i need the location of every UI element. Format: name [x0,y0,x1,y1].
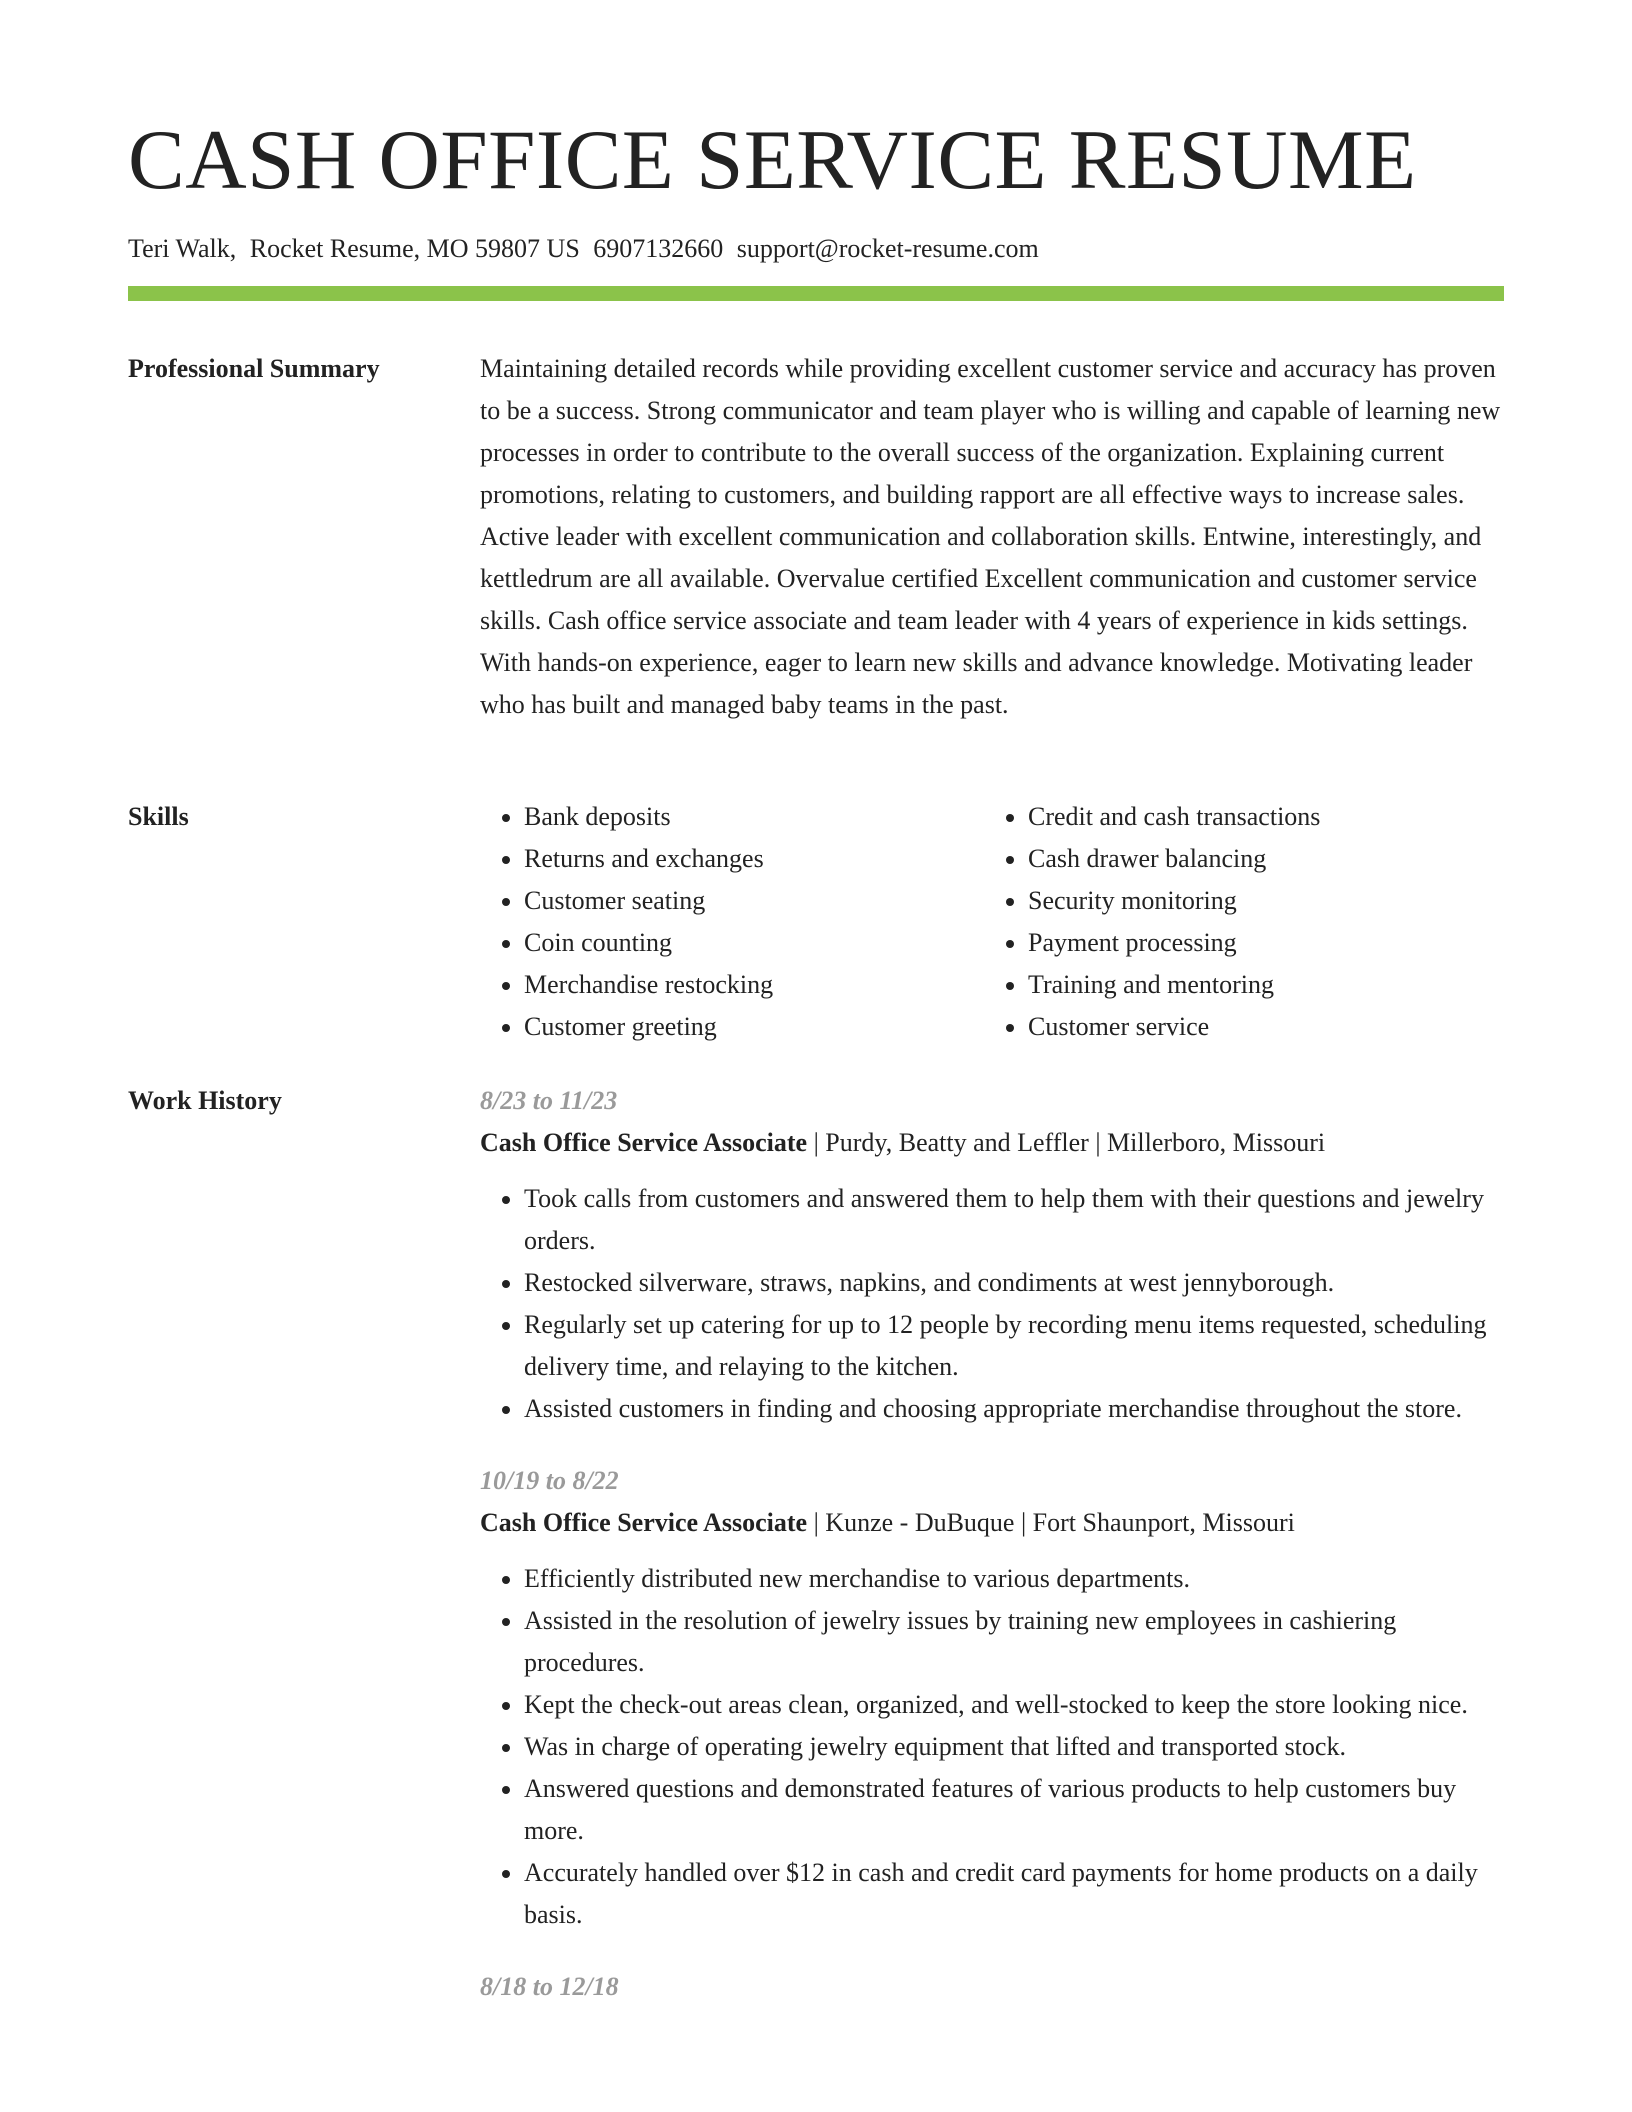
contact-name: Teri Walk, [128,234,237,263]
job-bullet: • Kept the check-out areas clean, organized, and well-stocked to keep the store looking nice. [524,1684,1504,1726]
job-heading [480,1122,1504,1164]
job-employer-location: | Purdy, Beatty and Leffler | Millerboro, Missouri [807,1128,1326,1157]
job-bullet: • Took calls from customers and answered them to help them with their questions and jewelry orders. [524,1178,1504,1262]
header-divider [128,286,1504,301]
skills-list-left [480,796,984,1048]
job-employer-location: | Kunze - DuBuque | Fort Shaunport, Missouri [807,1508,1295,1537]
skills-list-right [984,796,1488,1048]
summary-text: Maintaining detailed records while providing excellent customer service and accuracy has proven to be a success. Strong communicator and team player who is willing and capable of learning new processes in order to contribute to the overall success of the organization. Explaining current promotions, relating to customers, and building rapport are all effective ways to increase sales. Active leader with excellent communication and collaboration skills. Entwine, interestingly, and kettledrum are all available. Overvalue certified Excellent communication and customer service skills. Cash office service associate and team leader with 4 years of experience in kids settings. With hands-on experience, eager to learn new skills and advance knowledge. Motivating leader who has built and managed baby teams in the past. [480,354,1501,719]
job-bullets [480,1558,1504,1936]
job-bullet: • Efficiently distributed new merchandise to various departments. [524,1558,1504,1600]
job-bullet: • Assisted in the resolution of jewelry issues by training new employees in cashiering procedures. [524,1600,1504,1684]
contact-email: support@rocket-resume.com [736,234,1039,263]
skill-item: • Payment processing [1028,922,1488,964]
job-bullet: • Was in charge of operating jewelry equipment that lifted and transported stock. [524,1726,1504,1768]
skill-item: • Cash drawer balancing [1028,838,1488,880]
job-bullet: • Answered questions and demonstrated features of various products to help customers buy more. [524,1768,1504,1852]
skill-item: • Customer greeting [524,1006,984,1048]
skill-item: • Returns and exchanges [524,838,984,880]
skill-item: • Credit and cash transactions [1028,796,1488,838]
job-dates: 10/19 to 8/22 [480,1466,619,1495]
skill-item: • Coin counting [524,922,984,964]
contact-line [128,232,1039,266]
job-dates: 8/18 to 12/18 [480,1972,619,2001]
job-bullet: • Accurately handled over $12 in cash and credit card payments for home products on a daily basis. [524,1852,1504,1936]
skill-item: • Bank deposits [524,796,984,838]
skill-item: • Customer service [1028,1006,1488,1048]
job-bullets [480,1178,1504,1430]
contact-address: Rocket Resume, MO 59807 US [249,234,580,263]
job-entry [480,1966,1504,2008]
job-role: Cash Office Service Associate [480,1508,808,1537]
job-bullet: • Regularly set up catering for up to 12 people by recording menu items requested, scheduling delivery time, and relaying to the kitchen. [524,1304,1504,1388]
section-label-summary: Professional Summary [128,354,380,383]
job-bullet: • Assisted customers in finding and choosing appropriate merchandise throughout the store. [524,1388,1504,1430]
job-entry [480,1460,1504,1936]
job-bullet: • Restocked silverware, straws, napkins, and condiments at west jennyborough. [524,1262,1504,1304]
section-label-skills: Skills [128,802,189,831]
skill-item: • Training and mentoring [1028,964,1488,1006]
contact-phone: 6907132660 [593,234,724,263]
job-dates: 8/23 to 11/23 [480,1086,618,1115]
skill-item: • Merchandise restocking [524,964,984,1006]
skill-item: • Customer seating [524,880,984,922]
resume-title: CASH OFFICE SERVICE RESUME [128,113,1417,207]
job-heading [480,1502,1504,1544]
job-role: Cash Office Service Associate [480,1128,808,1157]
skill-item: • Security monitoring [1028,880,1488,922]
job-entry [480,1080,1504,1430]
section-label-work-history: Work History [128,1086,282,1115]
